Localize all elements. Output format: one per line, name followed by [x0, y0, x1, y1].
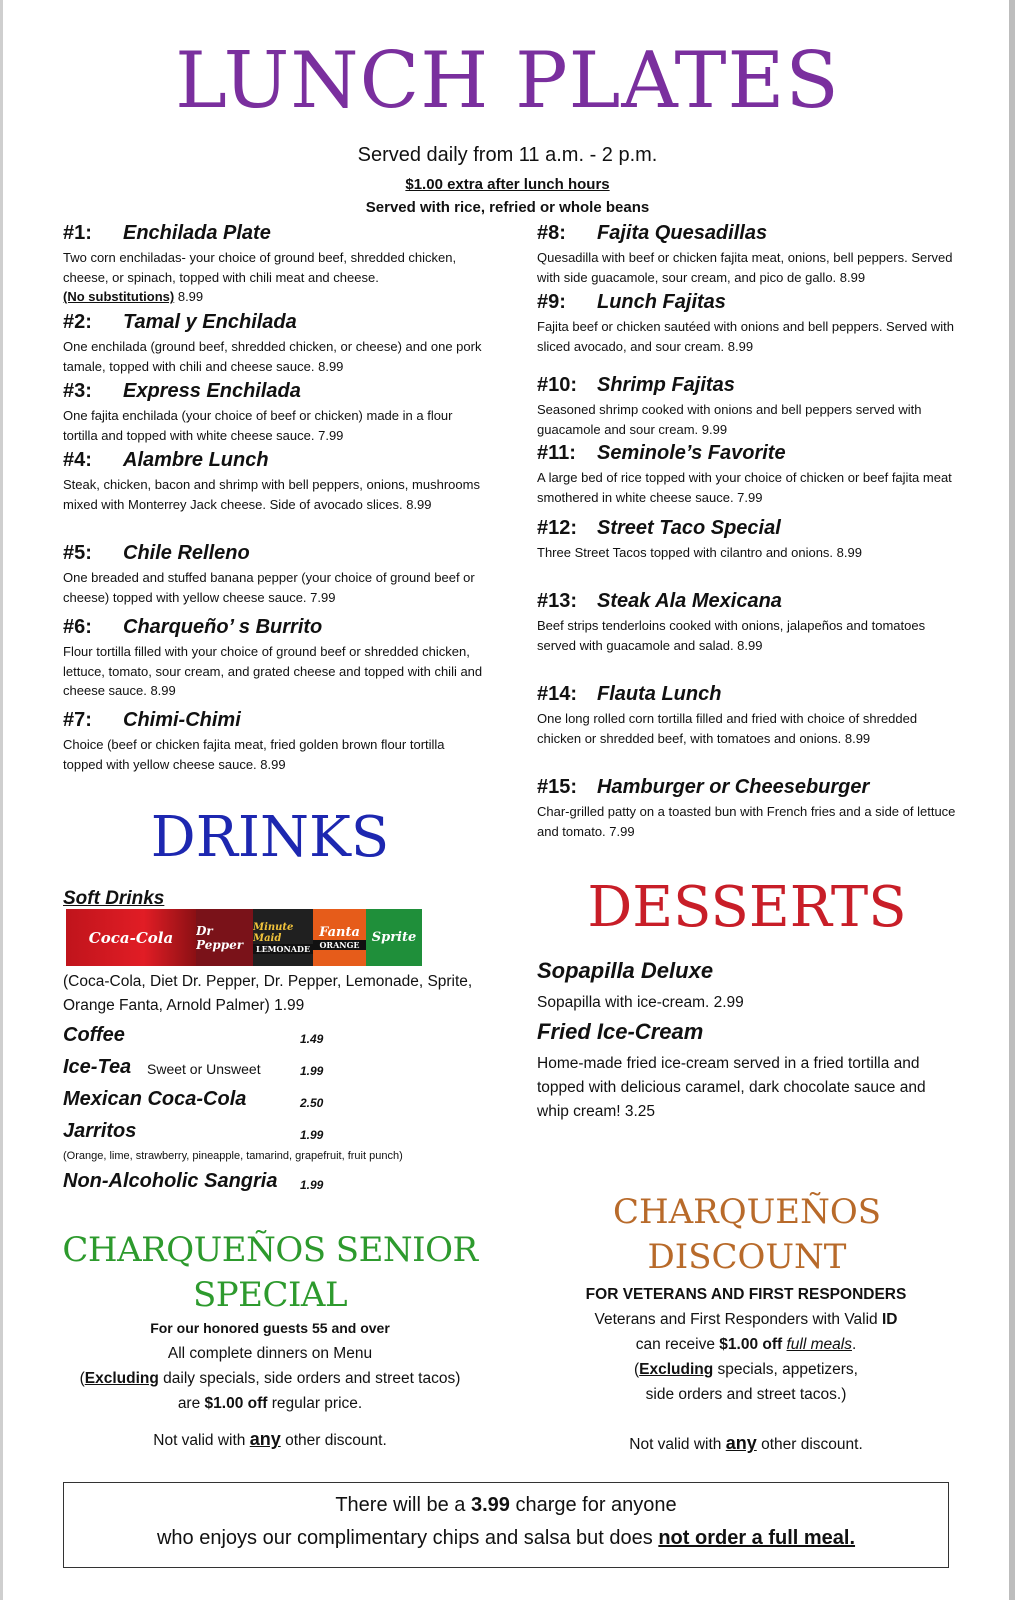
drink-name: Non-Alcoholic Sangria	[63, 1170, 278, 1192]
drink-jarritos	[63, 1120, 324, 1143]
lunch-item-10: #10: Shrimp Fajitas Seasoned shrimp cooked with onions and bell peppers served with guacamole and sour cream. 9.99	[537, 374, 957, 439]
item-desc: Two corn enchiladas- your choice of ground beef, shredded chicken, cheese, or spinach, topped with chili meat and cheese.	[63, 250, 457, 285]
item-name: Chile Relleno	[123, 542, 250, 564]
item-desc: Steak, chicken, bacon and shrimp with bell peppers, onions, mushrooms mixed with Monterrey Jack cheese. Side of avocado slices. 8.99	[63, 477, 480, 512]
lunch-item-1: #1: Enchilada Plate Two corn enchiladas- your choice of ground beef, shredded chicken, cheese, or spinach, topped with chili meat and cheese. (No substitutions) 8.99	[63, 222, 457, 304]
drink-price: 1.99	[300, 1064, 324, 1078]
lunch-item-13: #13: Steak Ala Mexicana Beef strips tenderloins cooked with onions, jalapeños and tomatoes served with guacamole and salad. 8.99	[537, 590, 957, 655]
coca-cola-logo: Coca-Cola	[66, 909, 196, 966]
item-name: Seminole’s Favorite	[597, 442, 786, 464]
drink-mexican-coke	[63, 1088, 323, 1111]
item-desc: One enchilada (ground beef, shredded chicken, or cheese) and one pork tamale, topped with chili and cheese sauce. 8.99	[63, 339, 482, 374]
item-name: Alambre Lunch	[123, 449, 269, 471]
chips-salsa-notice: There will be a 3.99 charge for anyone who enjoys our complimentary chips and salsa but does not order a full meal.	[63, 1482, 949, 1568]
dessert-sopapilla: Sopapilla Deluxe	[537, 958, 714, 983]
dessert-fried-ice-cream: Fried Ice-Cream	[537, 1019, 704, 1044]
after-hours-note: $1.00 extra after lunch hours	[405, 176, 610, 193]
lunch-item-6: #6: Charqueño’ s Burrito Flour tortilla filled with your choice of ground beef or shredded chicken, lettuce, tomato, sour cream, and grated cheese and topped with chili and cheese sauce. 8.99	[63, 616, 483, 701]
item-desc: A large bed of rice topped with your choice of chicken or beef fajita meat smothered in white cheese sauce. 7.99	[537, 470, 952, 505]
item-price: 8.99	[177, 289, 204, 304]
lunch-item-15: #15: Hamburger or Cheeseburger Char-grilled patty on a toasted bun with French fries and a side of lettuce and tomato. 7.99	[537, 776, 957, 841]
lunch-item-2: #2: Tamal y Enchilada One enchilada (ground beef, shredded chicken, or cheese) and one pork tamale, topped with chili and cheese sauce. 8.99	[63, 311, 483, 376]
dr-pepper-logo: Dr Pepper	[196, 909, 253, 966]
lunch-item-7: #7: Chimi-Chimi Choice (beef or chicken fajita meat, fried golden brown flour tortilla topped with yellow cheese sauce. 8.99	[63, 709, 483, 774]
lunch-item-5: #5: Chile Relleno One breaded and stuffed banana pepper (your choice of ground beef or cheese) topped with yellow cheese sauce. 7.99	[63, 542, 483, 607]
item-desc: One fajita enchilada (your choice of beef or chicken) made in a flour tortilla and topped with white cheese sauce. 7.99	[63, 408, 453, 443]
item-name: Lunch Fajitas	[597, 291, 726, 313]
item-name: Fajita Quesadillas	[597, 222, 768, 244]
senior-special-text: For our honored guests 55 and over All complete dinners on Menu (Excluding daily specials, side orders and street tacos) are $1.00 off regular price. Not valid with any other discount.	[50, 1316, 490, 1453]
drink-ice-tea	[63, 1056, 324, 1079]
page-edge-right	[1009, 0, 1015, 1600]
drink-name: Ice-Tea	[63, 1056, 132, 1078]
item-desc: Beef strips tenderloins cooked with onions, jalapeños and tomatoes served with guacamole and salad. 8.99	[537, 618, 926, 653]
item-name: Enchilada Plate	[123, 222, 271, 244]
senior-note: Not valid with any other discount.	[153, 1429, 387, 1449]
item-name: Street Taco Special	[597, 517, 781, 539]
soft-drink-logos	[66, 909, 422, 966]
drink-price: 1.99	[300, 1128, 324, 1142]
item-name: Tamal y Enchilada	[123, 311, 297, 333]
drink-sangria	[63, 1170, 323, 1193]
lunch-item-3: #3: Express Enchilada One fajita enchilada (your choice of beef or chicken) made in a flour tortilla and topped with white cheese sauce. 7.99	[63, 380, 483, 445]
soft-drinks-label: Soft Drinks	[63, 888, 165, 909]
item-name: Chimi-Chimi	[123, 709, 241, 731]
item-name: Hamburger or Cheeseburger	[597, 776, 870, 798]
dessert-fried-ice-cream-desc: Home-made fried ice-cream served in a fried tortilla and topped with delicious caramel, dark chocolate sauce and whip cream! 3.25	[537, 1055, 926, 1120]
drink-price: 1.99	[300, 1178, 324, 1192]
drink-price: 1.49	[300, 1032, 324, 1046]
minute-maid-logo: Minute Maid LEMONADE	[253, 909, 313, 966]
drink-price: 2.50	[300, 1096, 324, 1110]
lunch-item-11: #11: Seminole’s Favorite A large bed of rice topped with your choice of chicken or beef fajita meat smothered in white cheese sauce. 7.99	[537, 442, 957, 507]
drink-name: Mexican Coca-Cola	[63, 1088, 247, 1110]
drink-name: Jarritos	[63, 1120, 137, 1142]
discount-heading: CHARQUEÑOS DISCOUNT	[612, 1192, 882, 1277]
desserts-heading: DESSERTS	[587, 875, 907, 940]
item-desc: Seasoned shrimp cooked with onions and bell peppers served with guacamole and sour cream. 9.99	[537, 402, 922, 437]
item-name: Charqueño’ s Burrito	[123, 616, 323, 638]
item-name: Steak Ala Mexicana	[597, 590, 782, 612]
item-desc: Three Street Tacos topped with cilantro and onions. 8.99	[537, 545, 862, 560]
item-name: Flauta Lunch	[597, 683, 722, 705]
sprite-logo: Sprite	[366, 909, 422, 966]
dessert-sopapilla-desc: Sopapilla with ice-cream. 2.99	[537, 994, 744, 1011]
item-desc: One long rolled corn tortilla filled and fried with choice of shredded chicken or shredded beef, with tomatoes and onions. 8.99	[537, 711, 918, 746]
drink-note: Sweet or Unsweet	[147, 1061, 261, 1077]
page-edge-left	[0, 0, 3, 1600]
drink-name: Coffee	[63, 1024, 125, 1046]
drinks-heading: DRINKS	[150, 805, 390, 870]
item-desc: One breaded and stuffed banana pepper (your choice of ground beef or cheese) topped with yellow cheese sauce. 7.99	[63, 570, 475, 605]
served-hours: Served daily from 11 a.m. - 2 p.m.	[357, 144, 658, 166]
drink-coffee	[63, 1024, 324, 1047]
discount-text: FOR VETERANS AND FIRST RESPONDERS Veterans and First Responders with Valid ID can receive $1.00 off full meals. (Excluding specials, appetizers, side orders and street tacos.) Not valid with any other discount.	[526, 1282, 966, 1457]
lunch-item-4: #4: Alambre Lunch Steak, chicken, bacon and shrimp with bell peppers, onions, mushrooms mixed with Monterrey Jack cheese. Side of avocado slices. 8.99	[63, 449, 483, 514]
item-desc: Char-grilled patty on a toasted bun with French fries and a side of lettuce and tomato. 7.99	[537, 804, 956, 839]
item-name: Express Enchilada	[123, 380, 301, 402]
item-desc: Flour tortilla filled with your choice of ground beef or shredded chicken, lettuce, tomato, sour cream, and grated cheese and topped with chili and cheese sauce. 8.99	[63, 644, 483, 698]
item-note: (No substitutions)	[63, 289, 175, 304]
jarritos-flavors: (Orange, lime, strawberry, pineapple, tamarind, grapefruit, fruit punch)	[63, 1150, 403, 1162]
fanta-logo: Fanta ORANGE	[313, 909, 366, 966]
lunch-item-8: #8: Fajita Quesadillas Quesadilla with beef or chicken fajita meat, onions, bell peppers. Served with side guacamole, sour cream, and pico de gallo. 8.99	[537, 222, 957, 287]
soft-drinks-desc: (Coca-Cola, Diet Dr. Pepper, Dr. Pepper, Lemonade, Sprite, Orange Fanta, Arnold Palmer) 1.99	[63, 973, 473, 1014]
sides-note: Served with rice, refried or whole beans	[365, 199, 650, 216]
item-desc: Quesadilla with beef or chicken fajita meat, onions, bell peppers. Served with side guacamole, sour cream, and pico de gallo. 8.99	[537, 250, 953, 285]
discount-note: Not valid with any other discount.	[629, 1433, 863, 1453]
senior-special-heading: CHARQUEÑOS SENIOR SPECIAL	[62, 1230, 478, 1315]
item-desc: Fajita beef or chicken sautéed with onions and bell peppers. Served with sliced avocado, and sour cream. 8.99	[537, 319, 954, 354]
menu-title: LUNCH PLATES	[175, 36, 840, 126]
lunch-item-12: #12: Street Taco Special Three Street Tacos topped with cilantro and onions. 8.99	[537, 517, 957, 563]
lunch-item-14: #14: Flauta Lunch One long rolled corn tortilla filled and fried with choice of shredded chicken or shredded beef, with tomatoes and onions. 8.99	[537, 683, 957, 748]
item-name: Shrimp Fajitas	[597, 374, 735, 396]
lunch-item-9: #9: Lunch Fajitas Fajita beef or chicken sautéed with onions and bell peppers. Served with sliced avocado, and sour cream. 8.99	[537, 291, 957, 356]
item-desc: Choice (beef or chicken fajita meat, fried golden brown flour tortilla topped with yellow cheese sauce. 8.99	[63, 737, 445, 772]
